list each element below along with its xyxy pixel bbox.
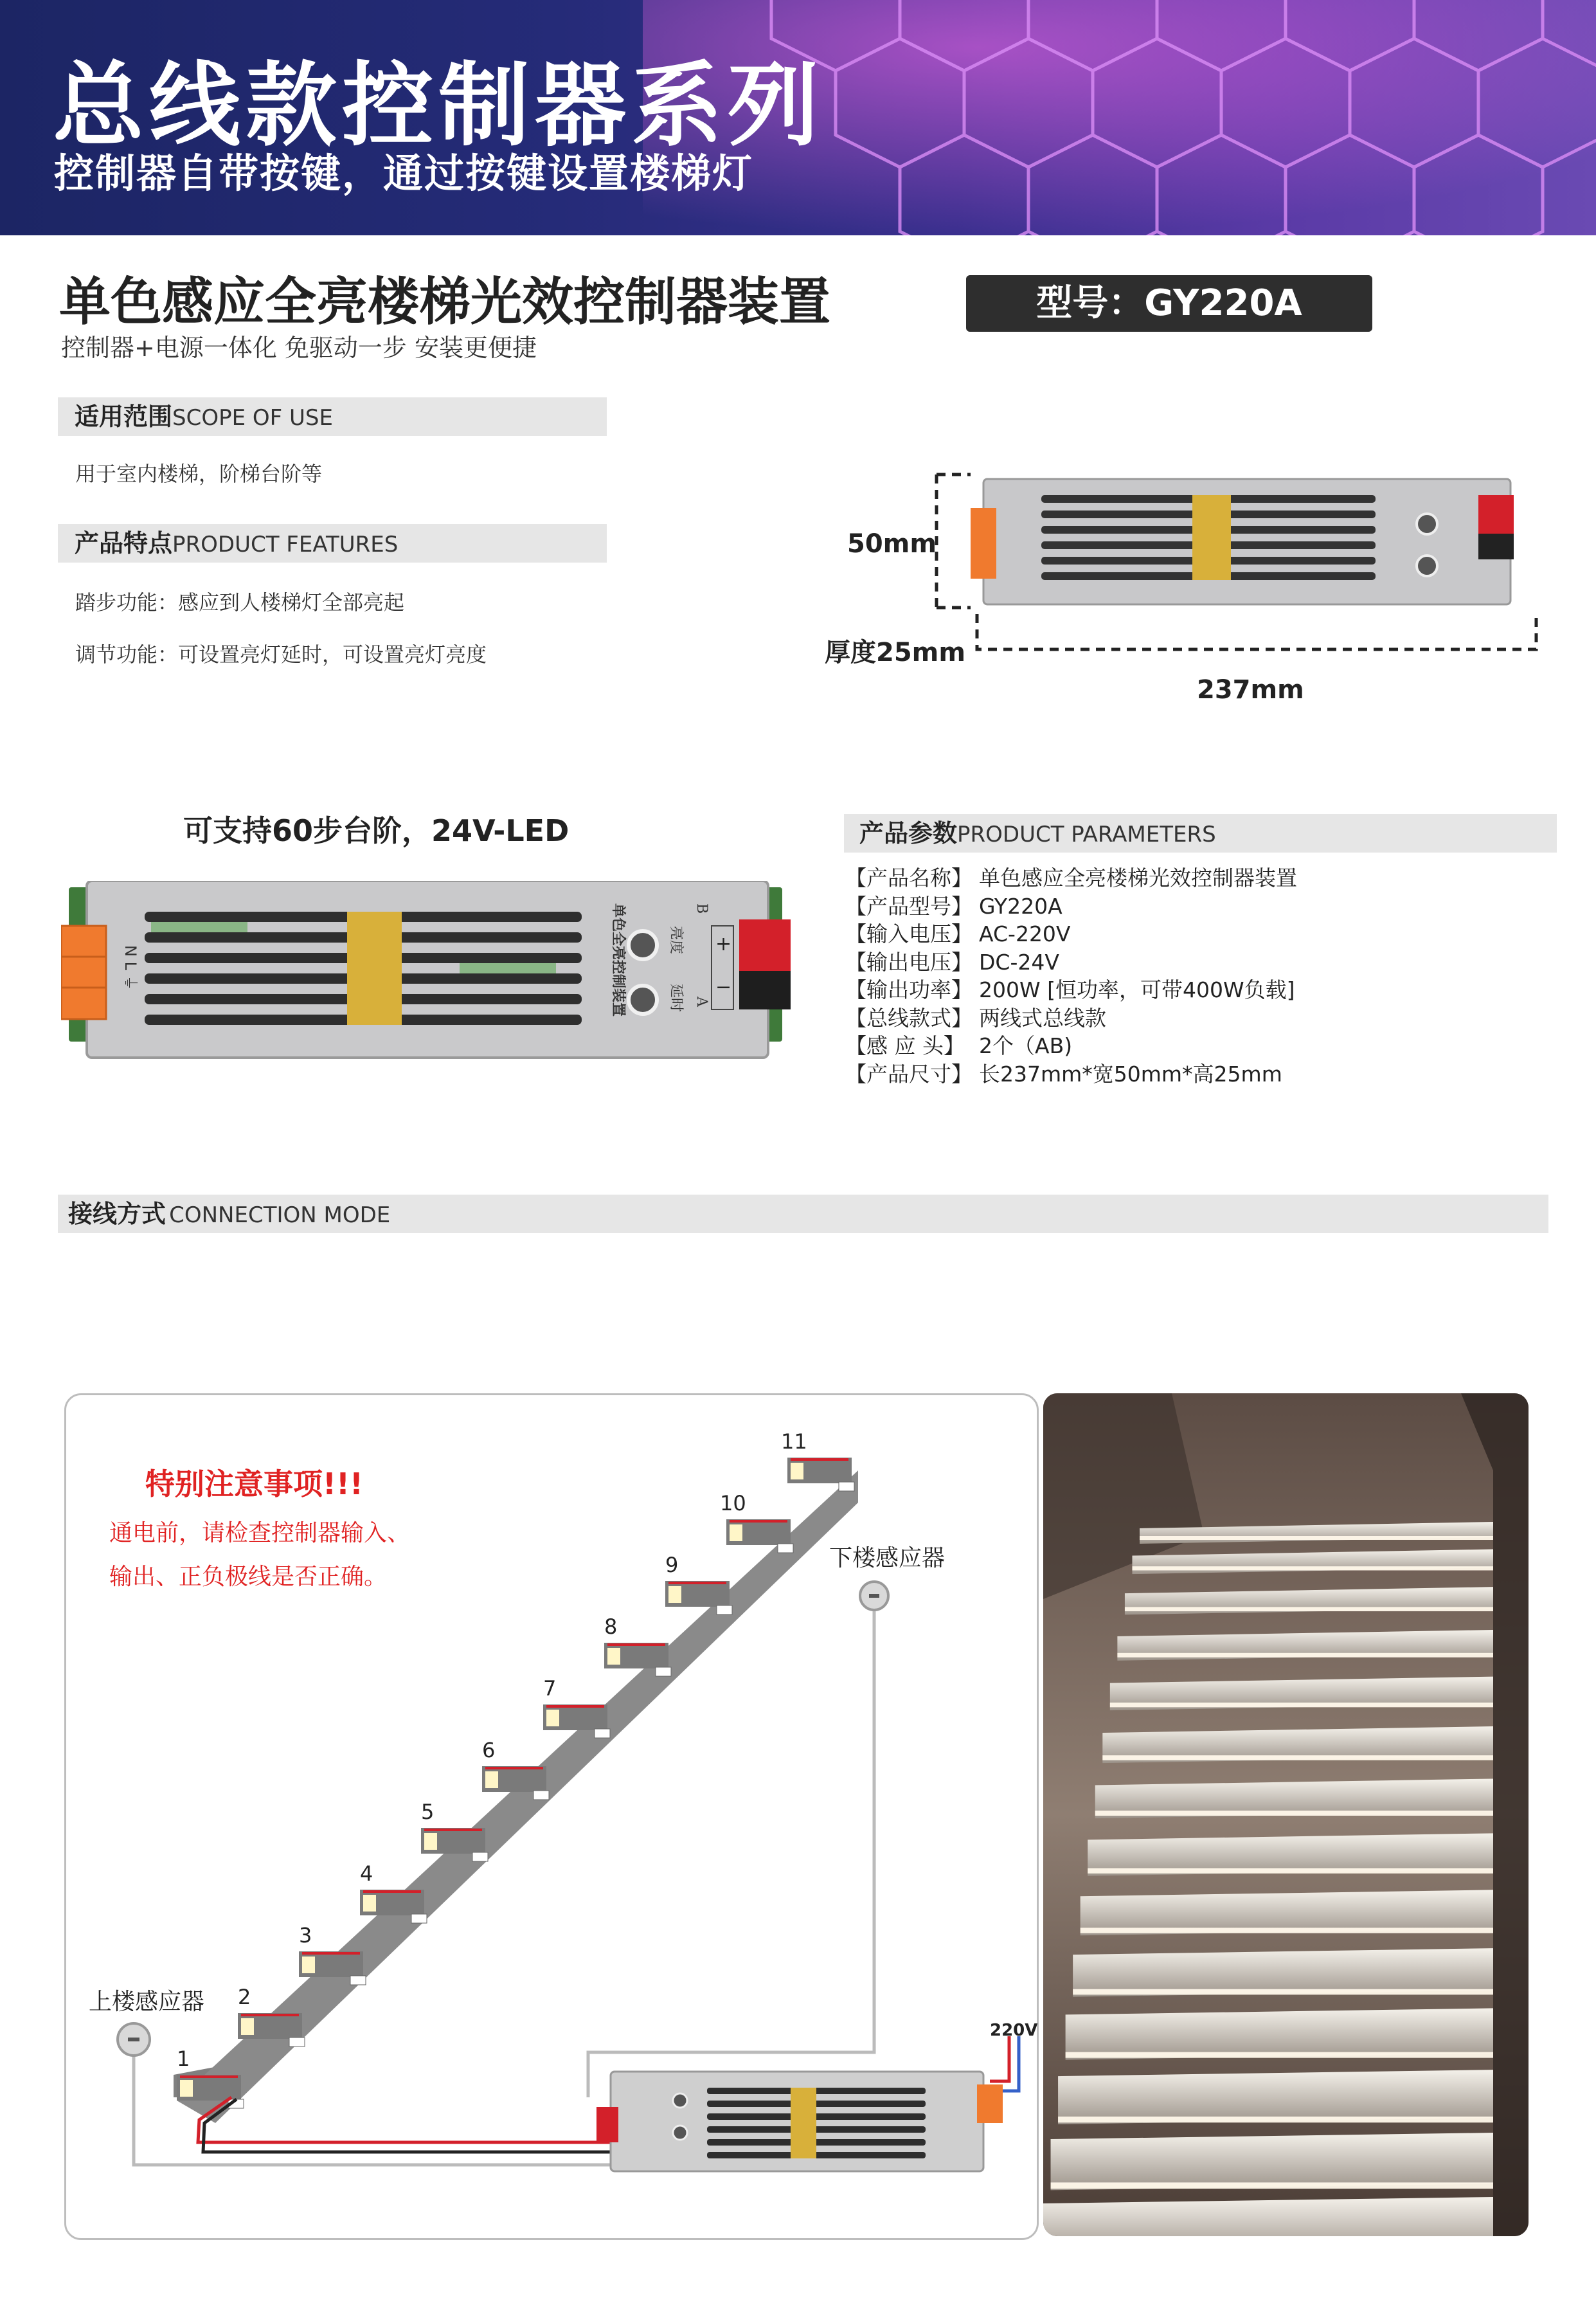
delay-label: 延时 bbox=[668, 984, 684, 1013]
params-title-cn: 产品参数 bbox=[859, 819, 958, 847]
params-list bbox=[845, 864, 1297, 1088]
step-number: 5 bbox=[421, 1800, 435, 1824]
wire-connector bbox=[656, 1667, 671, 1676]
feature-item: 踏步功能：感应到人楼梯灯全部亮起 bbox=[75, 590, 405, 615]
device-photo-large bbox=[61, 881, 794, 1061]
header-banner bbox=[0, 0, 1596, 235]
param-key: 【输出功率】 bbox=[845, 977, 973, 1002]
dc-terminal-red bbox=[596, 2107, 618, 2142]
wire-connector bbox=[533, 1791, 549, 1800]
wire-connector bbox=[839, 1482, 854, 1491]
param-row bbox=[845, 864, 1297, 892]
param-value: 两线式总线款 bbox=[979, 1005, 1106, 1031]
step-number: 2 bbox=[238, 1985, 251, 2009]
photo-led-glow bbox=[1066, 2052, 1493, 2058]
params-section-bar bbox=[844, 814, 1557, 853]
param-value: AC-220V bbox=[979, 921, 1071, 946]
params-title-en: PRODUCT PARAMETERS bbox=[957, 822, 1216, 847]
minus-label: − bbox=[715, 976, 732, 999]
plus-label: + bbox=[715, 933, 732, 955]
terminal-label: N L ⏚ bbox=[121, 945, 139, 991]
step-light bbox=[424, 1833, 437, 1850]
step-number: 8 bbox=[604, 1614, 618, 1639]
step-light bbox=[363, 1895, 376, 1912]
photo-led-glow bbox=[1073, 1989, 1493, 1995]
dimension-thickness: 厚度25mm bbox=[825, 638, 966, 667]
param-key: 【输入电压】 bbox=[845, 921, 973, 946]
step-number: 7 bbox=[543, 1676, 557, 1701]
photo-led-glow bbox=[1102, 1755, 1493, 1760]
downstairs-sensor-label: 下楼感应器 bbox=[829, 1545, 946, 1571]
param-row bbox=[845, 1032, 1297, 1060]
step-light bbox=[668, 1586, 681, 1603]
ac-terminal bbox=[971, 508, 996, 579]
param-value: 200W [恒功率，可带400W负载] bbox=[979, 977, 1295, 1002]
step-light bbox=[302, 1957, 315, 1973]
param-key: 【产品名称】 bbox=[845, 865, 973, 890]
dc-terminal-black bbox=[1478, 534, 1514, 559]
device-side-label: 单色全亮控制装置 bbox=[610, 903, 627, 1017]
param-row bbox=[845, 1060, 1297, 1089]
brightness-button-icon bbox=[1417, 514, 1437, 534]
param-key: 【感 应 头】 bbox=[845, 1033, 965, 1058]
ac-terminal bbox=[61, 926, 106, 1019]
param-row bbox=[845, 1004, 1297, 1033]
staircase-steps bbox=[177, 1458, 858, 2123]
wire-connector bbox=[472, 1852, 488, 1861]
step-light bbox=[730, 1524, 742, 1541]
step-number: 4 bbox=[360, 1861, 373, 1886]
param-value: 单色感应全亮楼梯光效控制器装置 bbox=[979, 865, 1297, 890]
step-light bbox=[485, 1771, 498, 1788]
delay-button-icon bbox=[1417, 556, 1437, 576]
param-key: 【产品尺寸】 bbox=[845, 1061, 973, 1087]
staircase-photo bbox=[1043, 1393, 1529, 2236]
photo-led-glow bbox=[1088, 1868, 1493, 1874]
warning-title: 特别注意事项!!! bbox=[145, 1467, 363, 1501]
page-subtitle: 控制器自带按键，通过按键设置楼梯灯 bbox=[54, 150, 754, 197]
connection-title-en: CONNECTION MODE bbox=[169, 1202, 391, 1228]
connection-title-cn: 接线方式 bbox=[68, 1200, 166, 1228]
step-light bbox=[241, 2018, 254, 2035]
sensor-b-label: B bbox=[694, 903, 710, 914]
sensor-a-label: A bbox=[694, 997, 710, 1007]
wire-connector bbox=[778, 1544, 793, 1553]
delay-button bbox=[629, 986, 657, 1014]
connection-section-bar bbox=[58, 1195, 1548, 1233]
photo-led-glow bbox=[1140, 1536, 1493, 1540]
photo-led-glow bbox=[1110, 1703, 1493, 1707]
param-value: GY220A bbox=[979, 893, 1063, 919]
step-number: 10 bbox=[720, 1491, 746, 1515]
photo-step bbox=[1058, 2070, 1493, 2124]
product-name: 单色感应全亮楼梯光效控制器装置 bbox=[59, 272, 830, 332]
features-title-en: PRODUCT FEATURES bbox=[172, 532, 399, 557]
photo-step bbox=[1043, 2197, 1493, 2236]
step-number: 3 bbox=[299, 1923, 312, 1948]
warning-text-line: 通电前，请检查控制器输入、 bbox=[109, 1520, 411, 1546]
step-light bbox=[607, 1648, 620, 1665]
scope-section-bar bbox=[58, 397, 607, 436]
param-value: 长237mm*宽50mm*高25mm bbox=[979, 1061, 1282, 1087]
photo-led-glow bbox=[1125, 1607, 1493, 1611]
photo-led-glow bbox=[1080, 1928, 1493, 1933]
wire-connector bbox=[411, 1914, 427, 1923]
step-light bbox=[791, 1463, 803, 1479]
support-text: 可支持60步台阶，24V-LED bbox=[183, 813, 569, 848]
param-row bbox=[845, 948, 1297, 977]
length-dimension-line bbox=[977, 614, 1536, 649]
step-number: 1 bbox=[177, 2047, 190, 2071]
param-row bbox=[845, 920, 1297, 948]
feature-item: 调节功能：可设置亮灯延时，可设置亮灯亮度 bbox=[75, 642, 487, 667]
warning-text-line: 输出、正负极线是否正确。 bbox=[109, 1564, 388, 1590]
device-body bbox=[87, 881, 768, 1058]
features-section-bar bbox=[58, 524, 607, 563]
step-number: 9 bbox=[665, 1553, 679, 1577]
photo-led-glow bbox=[1117, 1653, 1493, 1658]
step-number: 11 bbox=[781, 1429, 807, 1454]
input-voltage-label: 220V bbox=[990, 2021, 1038, 2040]
photo-led-glow bbox=[1132, 1566, 1493, 1570]
wire-connector bbox=[717, 1605, 732, 1614]
param-value: DC-24V bbox=[979, 949, 1059, 975]
page-title: 总线款控制器系列 bbox=[53, 53, 824, 159]
scope-text: 用于室内楼梯，阶梯台阶等 bbox=[75, 462, 323, 486]
photo-led-glow bbox=[1058, 2117, 1493, 2122]
features-title-cn: 产品特点 bbox=[75, 529, 173, 557]
step-light bbox=[546, 1710, 559, 1726]
step-number: 6 bbox=[482, 1738, 496, 1762]
upstairs-sensor-label: 上楼感应器 bbox=[89, 1989, 205, 2015]
brightness-button bbox=[629, 931, 657, 959]
wire-connector bbox=[289, 2038, 305, 2047]
photo-led-glow bbox=[1095, 1811, 1493, 1816]
scope-title-cn: 适用范围 bbox=[75, 402, 173, 431]
photo-step bbox=[1066, 2008, 1493, 2059]
scope-title-en: SCOPE OF USE bbox=[172, 405, 333, 431]
wire-connector bbox=[350, 1976, 366, 1985]
param-key: 【产品型号】 bbox=[845, 893, 973, 919]
param-key: 【输出电压】 bbox=[845, 949, 973, 975]
device-dimension-drawing bbox=[932, 469, 1549, 662]
photo-step bbox=[1051, 2133, 1493, 2190]
param-value: 2个（AB) bbox=[979, 1033, 1073, 1058]
photo-led-glow bbox=[1051, 2182, 1493, 2189]
dc-terminal-black bbox=[739, 971, 791, 1009]
dimension-length: 237mm bbox=[1197, 675, 1304, 705]
param-row bbox=[845, 976, 1297, 1004]
param-key: 【总线款式】 bbox=[845, 1005, 973, 1031]
model-badge: 型号：GY220A bbox=[966, 275, 1372, 332]
ac-terminal bbox=[977, 2084, 1003, 2123]
dc-terminal-red bbox=[739, 919, 791, 977]
param-row bbox=[845, 892, 1297, 921]
product-tagline: 控制器+电源一体化 免驱动一步 安装更便捷 bbox=[61, 334, 537, 362]
wire-connector bbox=[595, 1729, 610, 1738]
dimension-width: 50mm bbox=[847, 529, 937, 559]
step-light bbox=[180, 2080, 193, 2097]
brightness-label: 亮度 bbox=[668, 926, 684, 955]
